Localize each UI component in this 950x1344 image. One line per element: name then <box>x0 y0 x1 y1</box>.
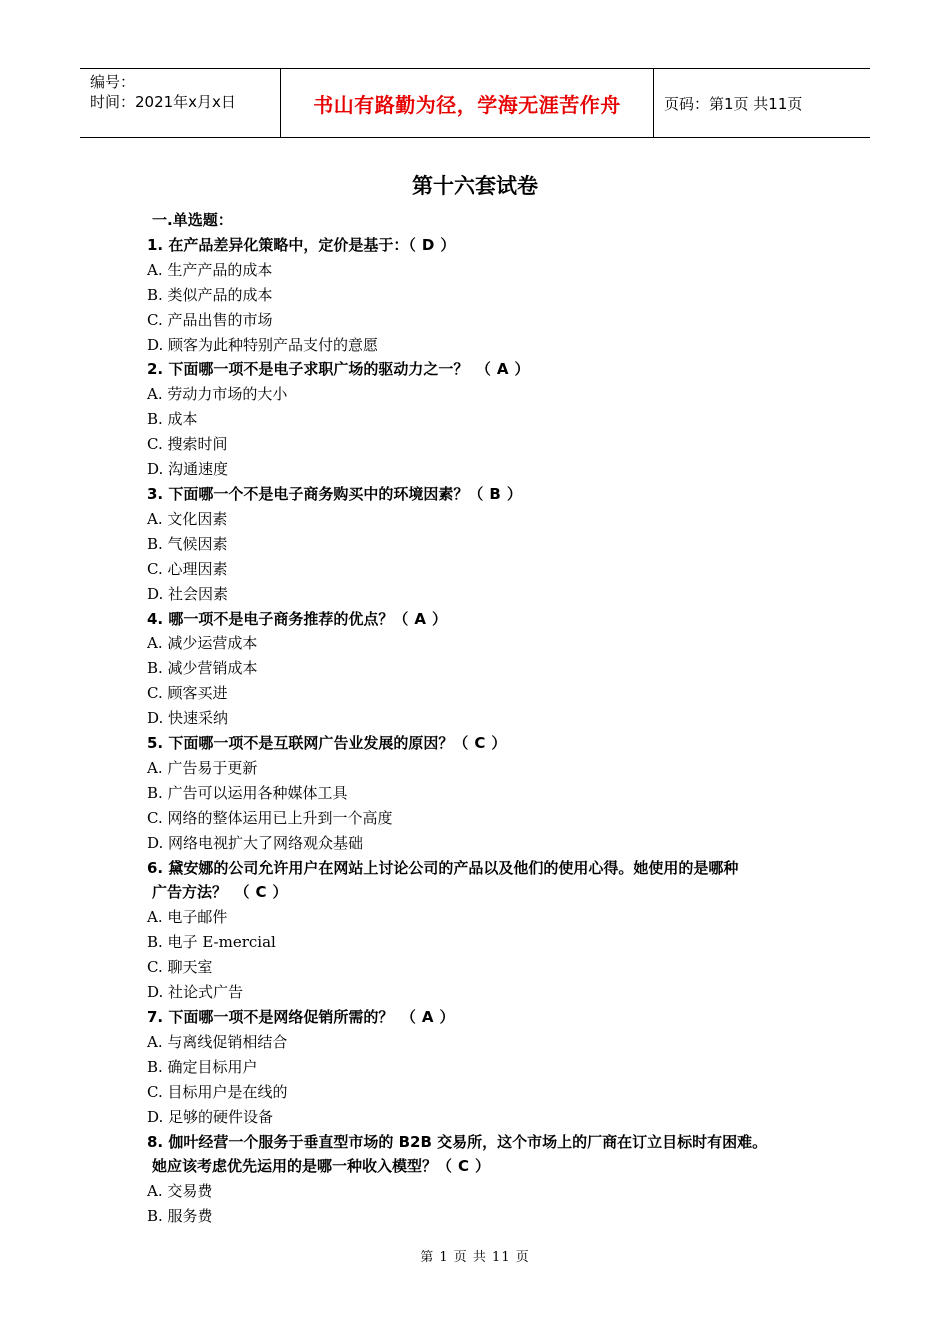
answer-key: A <box>421 1008 434 1026</box>
question-7: 7. 下面哪一项不是网络促销所需的？ （ A ） <box>147 1008 455 1026</box>
answer-key: A <box>414 609 426 628</box>
question-text-continued: 她应该考虑优先运用的是哪一种收入模型？（ C ） <box>152 1157 491 1176</box>
answer-option: C. 顾客买进 <box>147 684 228 703</box>
answer-option: D. 快速采纳 <box>147 709 229 728</box>
section-heading: 一.单选题： <box>152 211 233 229</box>
answer-option: C. 产品出售的市场 <box>147 310 273 329</box>
answer-key: C <box>474 734 486 753</box>
answer-option: B. 减少营销成本 <box>147 659 258 678</box>
answer-option: B. 广告可以运用各种媒体工具 <box>147 783 348 802</box>
question-6 <box>147 856 837 906</box>
header-motto: 书山有路勤为径，学海无涯苦作舟 <box>281 69 654 137</box>
answer-option: A. 生产产品的成本 <box>147 260 273 279</box>
question-text-continued: 广告方法？ （ C ） <box>152 883 288 902</box>
question-4: 4. 哪一项不是电子商务推荐的优点？（ A ） <box>147 609 447 628</box>
answer-option: A. 与离线促销相结合 <box>147 1032 288 1051</box>
answer-option: C. 心理因素 <box>147 559 228 578</box>
question-8 <box>147 1130 837 1180</box>
question-text: 2. 下面哪一项不是电子求职广场的驱动力之一？ （ <box>147 360 491 379</box>
answer-option: D. 网络电视扩大了网络观众基础 <box>147 833 364 852</box>
answer-option: A. 广告易于更新 <box>147 758 258 777</box>
answer-key: C <box>458 1157 470 1176</box>
answer-key: A <box>496 360 509 379</box>
question-3: 3. 下面哪一个不是电子商务购买中的环境因素？（ B ） <box>147 484 522 503</box>
document-number-label: 编号： <box>90 73 136 91</box>
answer-key: C <box>255 883 267 902</box>
question-text: 6. 黛安娜的公司允许用户在网站上讨论公司的产品以及他们的使用心得。她使用的是哪种 <box>147 858 739 877</box>
answer-option: B. 类似产品的成本 <box>147 285 273 304</box>
answer-option: A. 电子邮件 <box>147 908 228 927</box>
answer-option: A. 交易费 <box>147 1182 213 1201</box>
answer-option: C. 目标用户是在线的 <box>147 1082 288 1101</box>
question-text: 4. 哪一项不是电子商务推荐的优点？（ <box>147 609 409 628</box>
answer-option: C. 网络的整体运用已上升到一个高度 <box>147 808 393 827</box>
question-text: 8. 伽叶经营一个服务于垂直型市场的 B2B 交易所，这个市场上的厂商在订立目标时有困难。 <box>147 1132 768 1151</box>
answer-option: D. 顾客为此种特别产品支付的意愿 <box>147 335 379 354</box>
page-footer: 第 1 页 共 11 页 <box>420 1250 530 1265</box>
question-text: 5. 下面哪一项不是互联网广告业发展的原因？（ <box>147 734 469 753</box>
answer-option: D. 沟通速度 <box>147 460 229 479</box>
page-header <box>80 68 870 138</box>
answer-option: D. 足够的硬件设备 <box>147 1107 274 1126</box>
answer-option: B. 确定目标用户 <box>147 1057 258 1076</box>
answer-option: D. 社论式广告 <box>147 983 244 1002</box>
header-page-info: 页码：第1页 共11页 <box>664 94 803 113</box>
answer-option: B. 成本 <box>147 410 198 429</box>
answer-option: A. 减少运营成本 <box>147 634 258 653</box>
answer-option: D. 社会因素 <box>147 584 229 603</box>
question-5: 5. 下面哪一项不是互联网广告业发展的原因？（ C ） <box>147 734 507 753</box>
answer-option: C. 搜索时间 <box>147 435 228 454</box>
answer-option: B. 服务费 <box>147 1207 213 1226</box>
answer-option: C. 聊天室 <box>147 958 213 977</box>
exam-content <box>147 208 837 1229</box>
answer-option: B. 气候因素 <box>147 534 228 553</box>
question-text: 7. 下面哪一项不是网络促销所需的？ （ <box>147 1008 416 1026</box>
question-2: 2. 下面哪一项不是电子求职广场的驱动力之一？ （ A ） <box>147 360 530 379</box>
document-time-label: 时间：2021年x月x日 <box>90 93 236 111</box>
answer-option: A. 文化因素 <box>147 509 228 528</box>
question-text: 3. 下面哪一个不是电子商务购买中的环境因素？（ <box>147 484 484 503</box>
answer-key: B <box>489 484 501 503</box>
exam-title: 第十六套试卷 <box>412 174 538 198</box>
answer-key: D <box>421 235 435 254</box>
header-meta <box>80 69 281 137</box>
answer-option: B. 电子 E-mercial <box>147 933 276 952</box>
question-text: 1. 在产品差异化策略中，定价是基于：（ <box>147 235 416 254</box>
answer-option: A. 劳动力市场的大小 <box>147 385 288 404</box>
question-1: 1. 在产品差异化策略中，定价是基于：（ D ） <box>147 235 456 254</box>
question-list <box>147 233 837 1229</box>
